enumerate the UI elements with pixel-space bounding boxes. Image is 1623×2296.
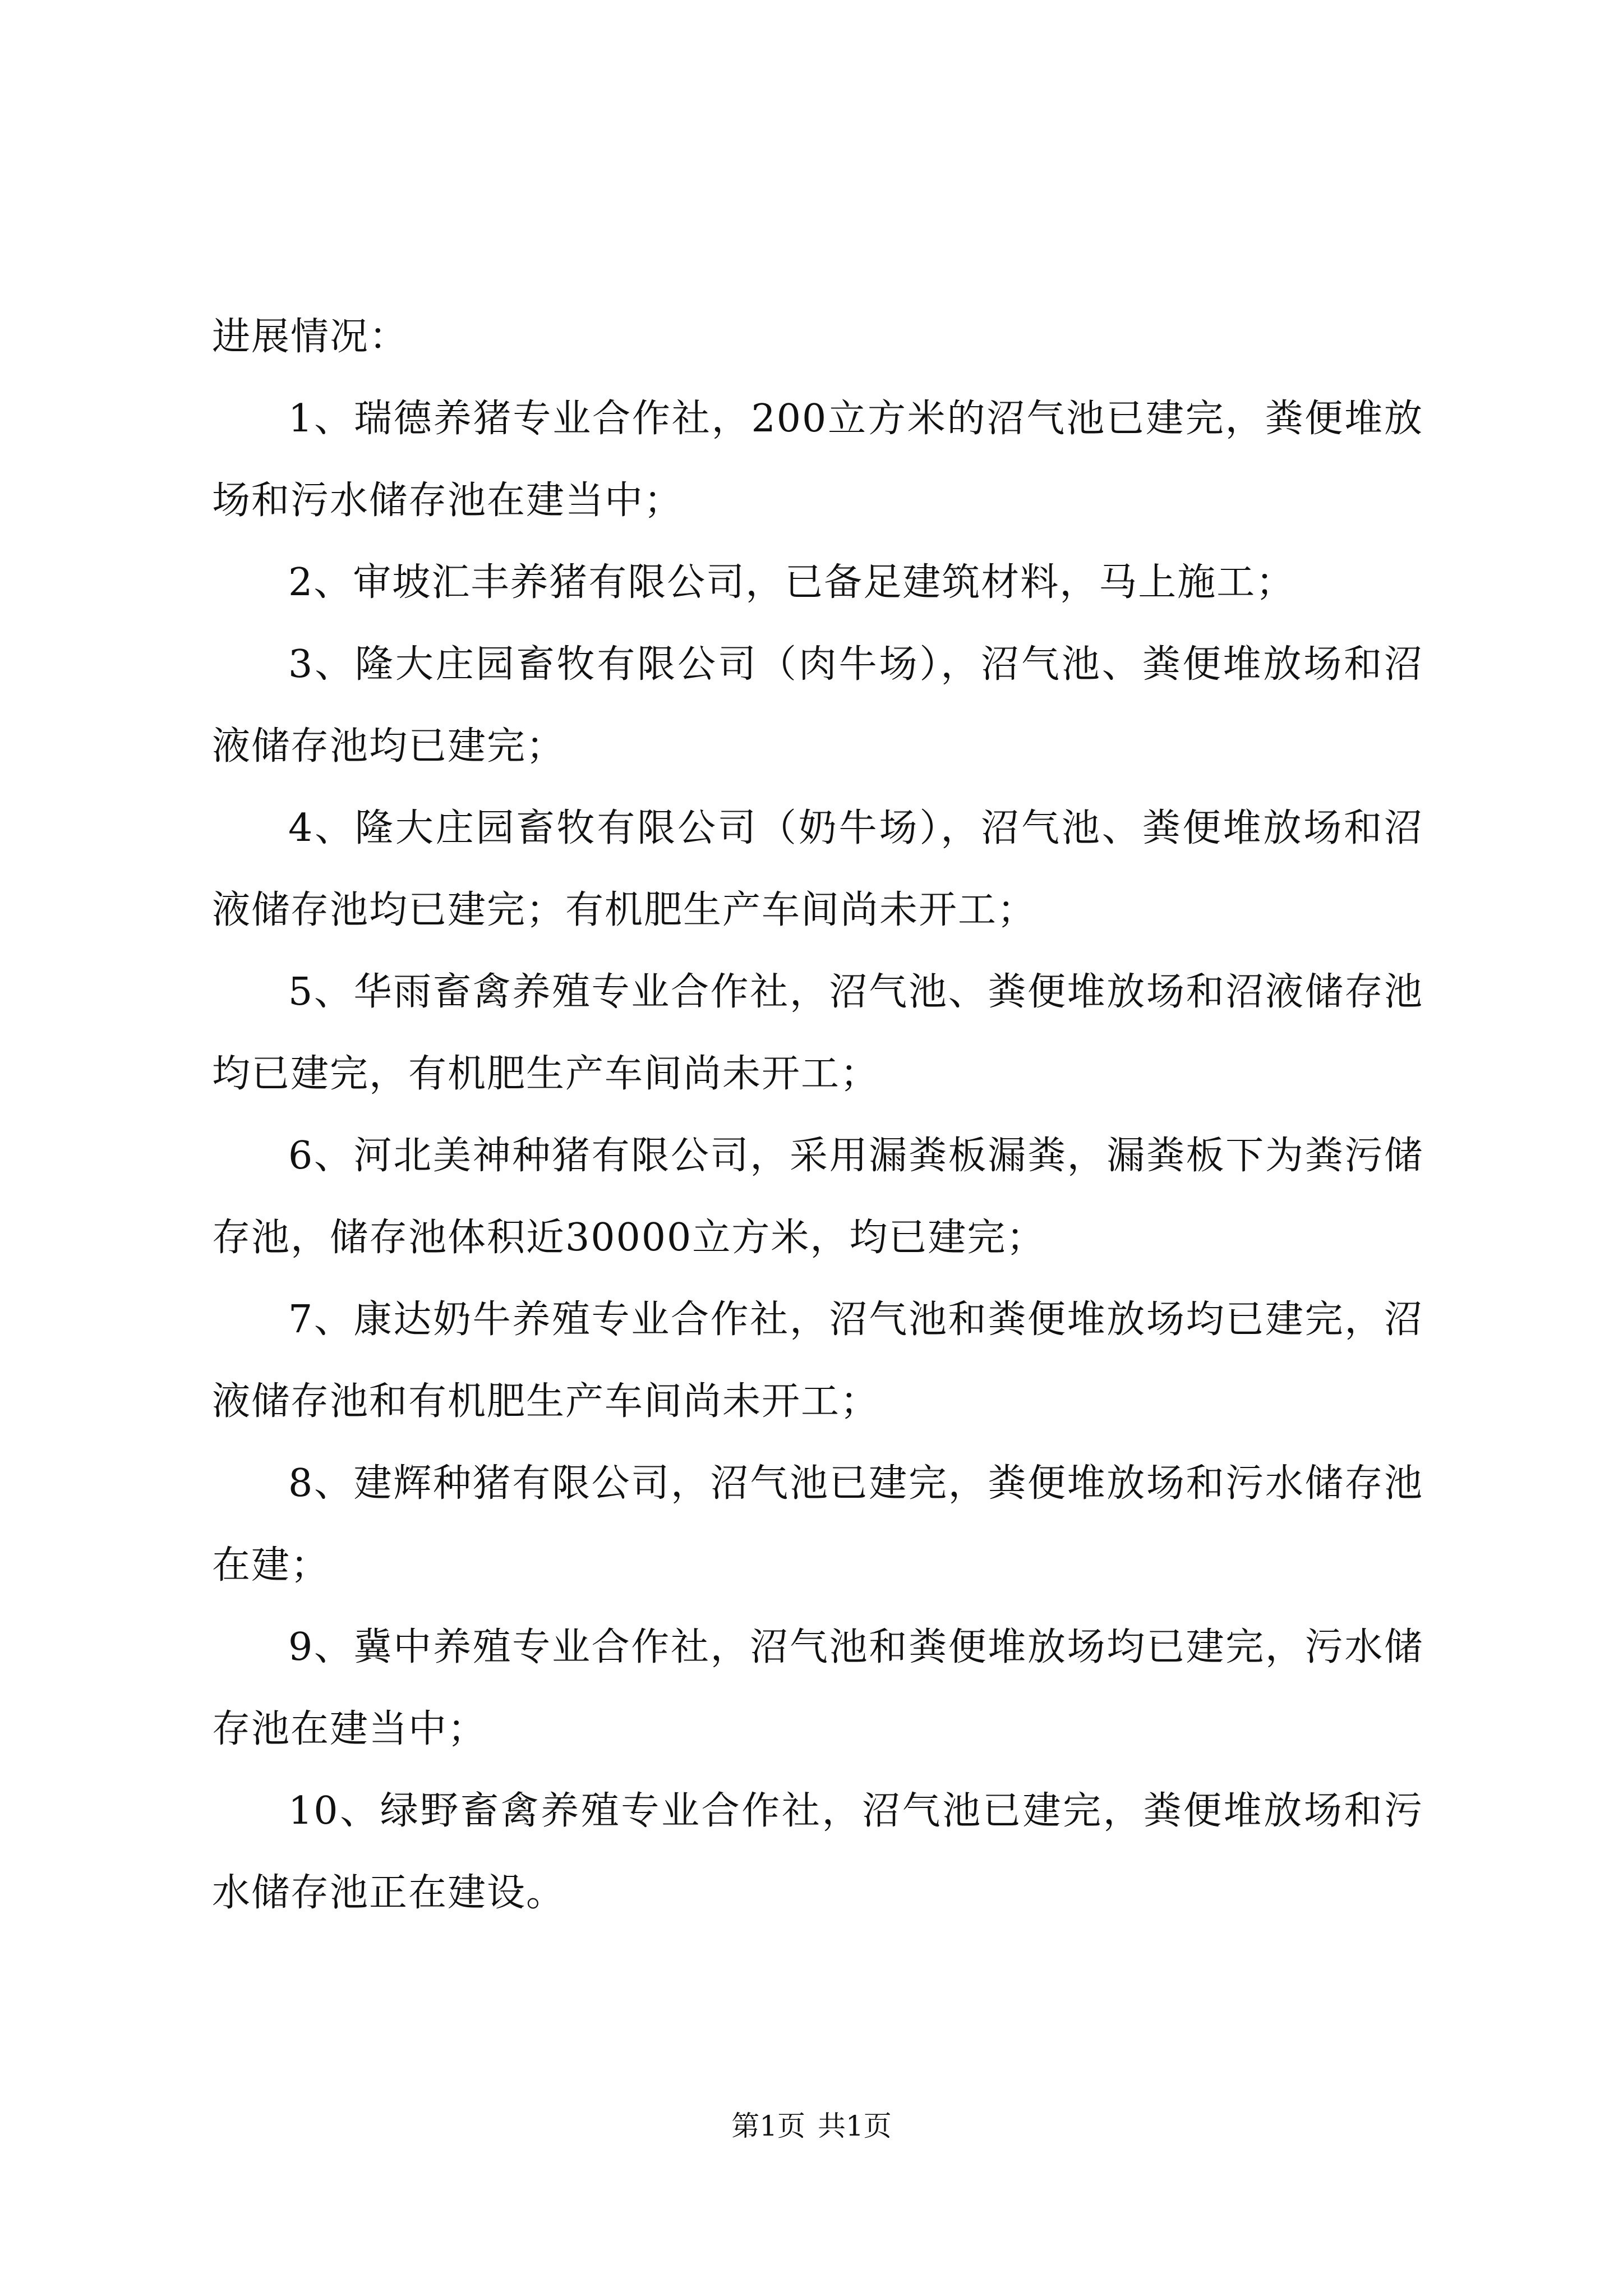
- progress-item-3: 3、隆大庄园畜牧有限公司（肉牛场），沼气池、粪便堆放场和沼液储存池均已建完；: [212, 642, 1423, 769]
- progress-item-6: 6、河北美神种猪有限公司，采用漏粪板漏粪，漏粪板下为粪污储存池，储存池体积近30000立方米，均已建完；: [212, 1134, 1423, 1260]
- progress-item-1: 1、瑞德养猪专业合作社，200立方米的沼气池已建完，粪便堆放场和污水储存池在建当中；: [212, 397, 1423, 523]
- section-heading: 进展情况：: [212, 315, 409, 359]
- progress-item-2: 2、审坡汇丰养猪有限公司，已备足建筑材料，马上施工；: [288, 560, 1295, 605]
- document-body: [212, 296, 1423, 1934]
- page-number-footer: 第1页 共1页: [731, 2110, 892, 2142]
- progress-item-5: 5、华雨畜禽养殖专业合作社，沼气池、粪便堆放场和沼液储存池均已建完，有机肥生产车间尚未开工；: [212, 970, 1423, 1096]
- progress-item-10: 10、绿野畜禽养殖专业合作社，沼气池已建完，粪便堆放场和污水储存池正在建设。: [212, 1789, 1423, 1915]
- progress-item-4: 4、隆大庄园畜牧有限公司（奶牛场），沼气池、粪便堆放场和沼液储存池均已建完；有机肥生产车间尚未开工；: [212, 806, 1423, 932]
- progress-item-7: 7、康达奶牛养殖专业合作社，沼气池和粪便堆放场均已建完，沼液储存池和有机肥生产车间尚未开工；: [212, 1297, 1423, 1424]
- progress-item-9: 9、冀中养殖专业合作社，沼气池和粪便堆放场均已建完，污水储存池在建当中；: [212, 1625, 1423, 1751]
- progress-item-8: 8、建辉种猪有限公司，沼气池已建完，粪便堆放场和污水储存池在建；: [212, 1461, 1423, 1588]
